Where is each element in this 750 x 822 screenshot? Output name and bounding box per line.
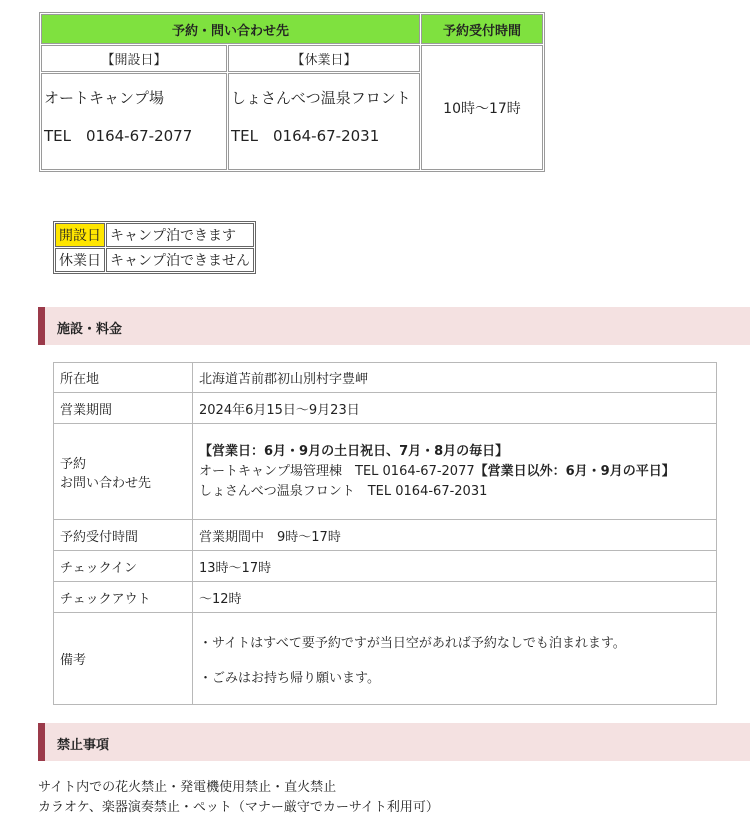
table-row bbox=[54, 363, 717, 393]
legend-closed-value: キャンプ泊できません bbox=[106, 248, 254, 272]
legend-table bbox=[53, 221, 256, 274]
reserve-label bbox=[54, 424, 193, 520]
checkin-label: チェックイン bbox=[54, 551, 193, 582]
notes-value bbox=[193, 613, 717, 705]
hours-header: 予約受付時間 bbox=[421, 14, 543, 44]
contact-table bbox=[39, 12, 545, 172]
hours-value: 営業期間中 9時〜17時 bbox=[193, 520, 717, 551]
reserve-text-1: オートキャンプ場管理棟 TEL 0164-67-2077 bbox=[199, 463, 475, 479]
legend-open-key: 開設日 bbox=[55, 223, 105, 247]
open-place: オートキャンプ場 bbox=[44, 89, 165, 107]
facility-table bbox=[53, 362, 717, 705]
notes-label: 備考 bbox=[54, 613, 193, 705]
facility-section-title: 施設・料金 bbox=[57, 322, 123, 337]
open-tel[interactable]: TEL 0164-67-2077 bbox=[44, 127, 193, 145]
closed-place: しょさんべつ温泉フロント bbox=[231, 89, 411, 107]
closed-day-label: 【休業日】 bbox=[228, 45, 420, 72]
hours-label: 予約受付時間 bbox=[54, 520, 193, 551]
legend-closed-key: 休業日 bbox=[55, 248, 105, 272]
closed-day-contact bbox=[228, 73, 420, 170]
prohibited-list bbox=[38, 778, 439, 818]
table-row bbox=[54, 520, 717, 551]
note-2: ・ごみはお持ち帰り願います。 bbox=[199, 670, 380, 686]
checkout-value: 〜12時 bbox=[193, 582, 717, 613]
closed-tel[interactable]: TEL 0164-67-2031 bbox=[231, 127, 380, 145]
prohibited-line-1: サイト内での花火禁止・発電機使用禁止・直火禁止 bbox=[38, 780, 337, 795]
reserve-bold-1: 【営業日：6月・9月の土日祝日、7月・8月の毎日】 bbox=[199, 443, 509, 459]
open-day-contact bbox=[41, 73, 227, 170]
reserve-label-line1: 予約 bbox=[60, 456, 87, 472]
contact-header: 予約・問い合わせ先 bbox=[41, 14, 420, 44]
reserve-label-line2: お問い合わせ先 bbox=[60, 475, 152, 491]
reserve-text-2: しょさんべつ温泉フロント TEL 0164-67-2031 bbox=[199, 483, 488, 499]
note-1: ・サイトはすべて要予約ですが当日空があれば予約なしでも泊まれます。 bbox=[199, 635, 626, 651]
table-row bbox=[54, 613, 717, 705]
reception-hours: 10時〜17時 bbox=[421, 45, 543, 170]
facility-section-header bbox=[38, 307, 750, 345]
open-day-label: 【開設日】 bbox=[41, 45, 227, 72]
prohibited-section-title: 禁止事項 bbox=[57, 738, 110, 753]
location-value: 北海道苫前郡初山別村字豊岬 bbox=[193, 363, 717, 393]
reserve-bold-2: 【営業日以外：6月・9月の平日】 bbox=[474, 463, 675, 479]
checkout-label: チェックアウト bbox=[54, 582, 193, 613]
checkin-value: 13時〜17時 bbox=[193, 551, 717, 582]
table-row bbox=[54, 582, 717, 613]
table-row bbox=[54, 424, 717, 520]
prohibited-section-header bbox=[38, 723, 750, 761]
reserve-value bbox=[193, 424, 717, 520]
table-row bbox=[54, 551, 717, 582]
period-value: 2024年6月15日〜9月23日 bbox=[193, 393, 717, 424]
table-row bbox=[54, 393, 717, 424]
prohibited-line-2: カラオケ、楽器演奏禁止・ペット（マナー厳守でカーサイト利用可） bbox=[38, 800, 439, 815]
legend-open-value: キャンプ泊できます bbox=[106, 223, 254, 247]
location-label: 所在地 bbox=[54, 363, 193, 393]
period-label: 営業期間 bbox=[54, 393, 193, 424]
